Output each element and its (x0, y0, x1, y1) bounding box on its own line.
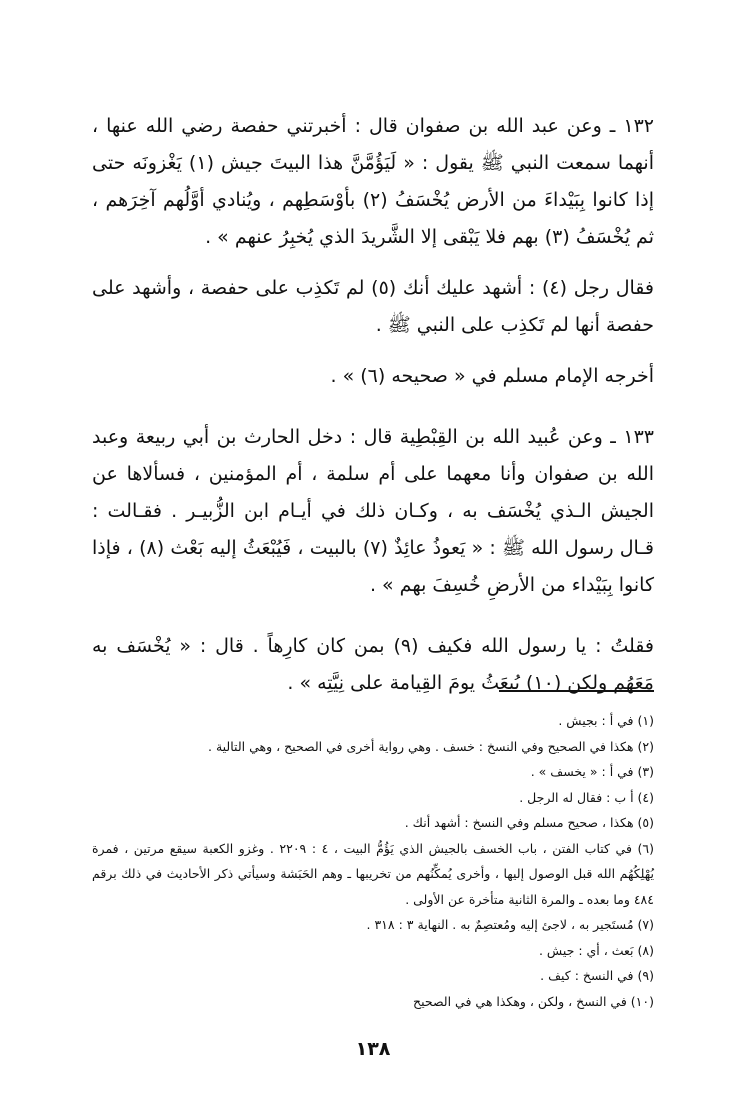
footnotes (92, 708, 654, 1014)
footnote-5: (٥) هكذا ، صحيح مسلم وفي النسخ : أشهد أنك . (404, 815, 654, 830)
witness-paragraph: فقال رجل (٤) : أشهد عليك أنك (٥) لم تَكذِب على حفصة ، وأشهد على حفصة أنها لم تَكذِب على النبي ﷺ . (92, 277, 654, 336)
footnote-divider (499, 690, 654, 692)
question-paragraph: فقلتُ : يا رسول الله فكيف (٩) بمن كان كارِهاً . قال : « يُخْسَف به مَعَهُم ولكن (١٠) يُبعَثُ يومَ القِيامة على نِيَّتِه » . (92, 635, 654, 694)
footnote-3: (٣) في أ : « يخسف » . (530, 764, 654, 779)
page-number: ١٣٨ (355, 1038, 391, 1060)
footnote-4: (٤) أ ب : فقال له الرجل . (519, 789, 654, 805)
footnote-10: (١٠) في النسخ ، ولكن ، وهكذا هي في الصحيح (413, 993, 654, 1009)
hadith-133-paragraph: ١٣٣ ـ وعن عُبيد الله بن القِبْطِية قال : دخل الحارث بن أبي ربيعة وعبد الله بن صفوان وأنا معهما على أم سلمة ، أم المؤمنين ، فسألاها عن الجيش الـذي يُخْسَف به ، وكـان ذلك في أيـام ابن الزُّبيـر . فقـالت : قـال رسول الله ﷺ : « يَعوذُ عائِذٌ (٧) بالبيت ، فَيُبْعَثُ إليه بَعْث (٨) ، فإذا كانوا بِبَيْداء من الأرضِ خُسِفَ بهم » . (92, 426, 654, 596)
footnote-8: (٨) بَعث ، أي : جيش . (538, 942, 654, 958)
footnote-1: (١) في أ : بجيش . (558, 713, 654, 728)
hadith-132-paragraph: ١٣٢ ـ وعن عبد الله بن صفوان قال : أخبرتني حفصة رضي الله عنها ، أنهما سمعت النبي ﷺ يقول : « لَيَؤُمَّنَّ هذا البيتَ جيش (١) يَغْزونَه حتى إذا كانوا بِبَيْداءَ من الأرض يُخْسَفُ (٢) بأوْسَطِهم ، ويُنادي أوَّلُهم آخِرَهم ، ثم يُخْسَفُ (٣) بهم فلا يَبْقى إلا الشَّريدَ الذي يُخبِرُ عنهم » . (92, 115, 654, 248)
footnote-9: (٩) في النسخ : كيف . (540, 968, 654, 983)
footnote-7: (٧) مُستَجير به ، لاجئ إليه ومُعتصِمٌ به . النهاية ٣ : ٣١٨ . (366, 917, 654, 932)
footnote-6: (٦) في كتاب الفتن ، باب الخسف بالجيش الذي يَؤُمُّ البيت ، ٤ : ٢٢٠٩ . وغزو الكعبة سيقع مرتين ، فمرة يُهْلِكُهُم الله قبل الوصول إليها ، وأخرى يُمكِّنُهم من تخريبها ـ وهم الحَبَشة وسيأتي ذكر الأحاديث في ذلك برقم ٤٨٤ وما بعده ـ والمرة الثانية متأخرة عن الأولى . (92, 840, 654, 907)
footnote-2: (٢) هكذا في الصحيح وفي النسخ : خسف . وهي رواية أخرى في الصحيح ، وهي التالية . (208, 738, 654, 754)
source-paragraph: أخرجه الإمام مسلم في « صحيحه (٦) » . (330, 365, 654, 387)
